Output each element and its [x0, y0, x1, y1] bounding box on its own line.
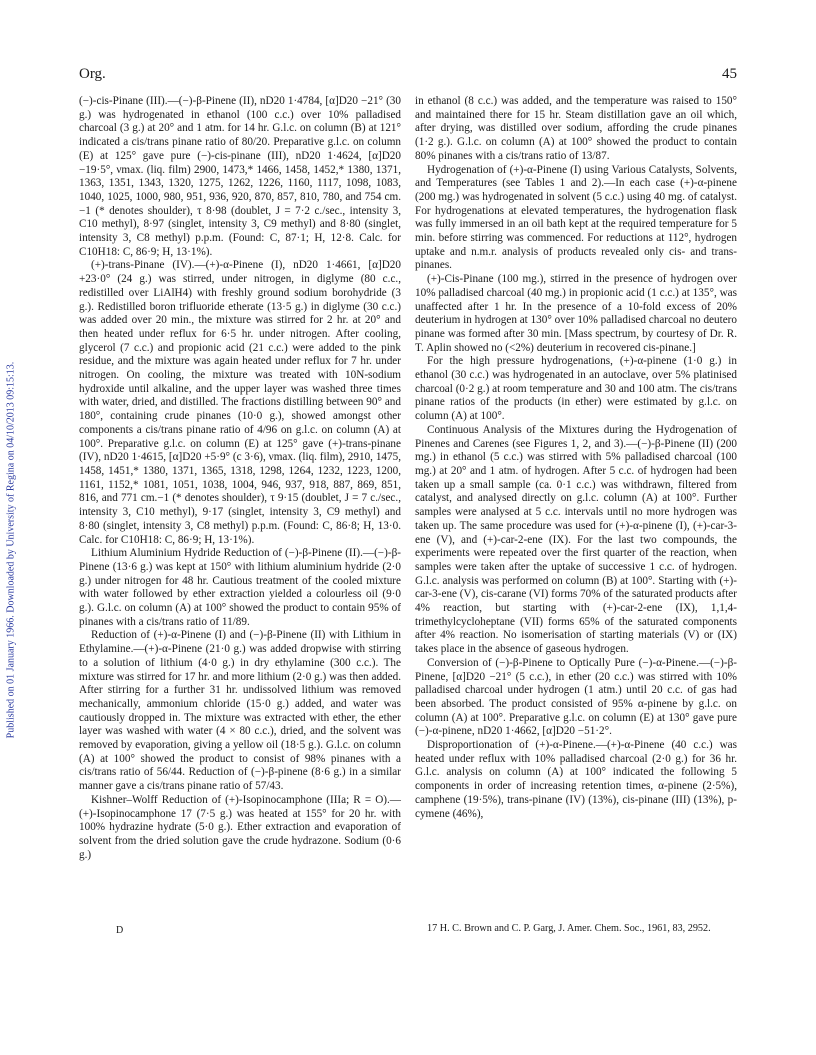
- paragraph-high-pressure: For the high pressure hydrogenations, (+)-α-pinene (1·0 g.) in ethanol (30 c.c.) was hydrogenated in an autoclave, over 5% platinised charcoal (0·2 g.) at room temperature and 30 and 100 atm. The cis/trans pinane ratios of the products (in ether) were estimated by g.l.c. on column (A) at 100°.: [415, 355, 737, 423]
- paragraph-lah-reduction: Lithium Aluminium Hydride Reduction of (−)-β-Pinene (II).—(−)-β-Pinene (13·6 g.) was kept at 150° with lithium aluminium hydride (2·0 g.) under nitrogen for 48 hr. Cautious treatment of the cooled mixture with water followed by ether extraction yielded a colourless oil (9·0 g.). G.l.c. on column (A) at 100° showed the product to contain 95% of pinanes with a cis/trans ratio of 11/89.: [79, 547, 401, 628]
- right-column: [415, 95, 737, 821]
- signature-mark: D: [116, 925, 124, 936]
- page-number: 45: [722, 66, 737, 82]
- download-stamp-text: Published on 01 January 1966. Downloaded by University of Regina on 04/10/2013 09:15:13.: [5, 361, 17, 739]
- paragraph-trans-pinane: (+)-trans-Pinane (IV).—(+)-α-Pinene (I), nD20 1·4661, [α]D20 +23·0° (24 g.) was stirred, under nitrogen, in diglyme (80 c.c., redistilled over LiAlH4) with freshly ground sodium borohydride (3 g.). Redistilled boron trifluoride etherate (13·5 g.) in diglyme (30 c.c.) was added over 20 min., the mixture was stirred for 2 hr. at 20° and then heated under reflux for 6·5 hr. under nitrogen. After cooling, glycerol (7 c.c.) and propionic acid (21 c.c.) were added to the pink residue, and the mixture was again heated under reflux for 7 hr. under nitrogen. On cooling, the mixture was treated with 10N-sodium hydroxide until alkaline, and the upper layer was washed three times with water, dried, and distilled. The fractions distilling between 90° and 180°, containing crude pinanes (10·0 g.), showed amongst other components a cis/trans pinane ratio of 4/96 on g.l.c. on column (A) at 100°. Preparative g.l.c. on column (E) at 125° gave (+)-trans-pinane (IV), nD20 1·4615, [α]D20 +5·9° (c 3·6), νmax. (liq. film), 2910, 1475, 1458, 1451,* 1380, 1371, 1365, 1318, 1298, 1264, 1232, 1223, 1200, 1161, 1152,* 1081, 1051, 1038, 1004, 946, 937, 918, 887, 869, 851, 816, and 771 cm.−1 (* denotes shoulder), τ 9·15 (doublet, J = 7 c./sec., intensity 3, C10 methyl), 9·17 (singlet, intensity 3, C9 methyl) and 8·80 (singlet, intensity 3, C8 methyl) p.p.m. (Found: C, 86·8; H, 13·0. Calc. for C10H18: C, 86·9; H, 13·1%).: [79, 259, 401, 546]
- page-header: [79, 66, 737, 86]
- download-stamp: [4, 140, 18, 960]
- paragraph-cis-pinane-stability: (+)-Cis-Pinane (100 mg.), stirred in the presence of hydrogen over 10% palladised charcoal (40 mg.) in propionic acid (1 c.c.) at 135°, was unaffected after 1 hr. In the presence of a 10-fold excess of 20% deuterium in hydrogen at 130° over 10% palladised charcoal no deutero pinane was formed after 30 min. [Mass spectrum, by courtesy of Dr. R. T. Aplin showed no (<2%) deuterium in recovered cis-pinane.]: [415, 273, 737, 354]
- paragraph-cis-pinane: (−)-cis-Pinane (III).—(−)-β-Pinene (II), nD20 1·4784, [α]D20 −21° (30 g.) was hydrogenated in ethanol (100 c.c.) over 10% palladised charcoal (3 g.) at 20° and 1 atm. for 14 hr. G.l.c. on column (B) at 121° indicated a cis/trans pinane ratio of 80/20. Preparative g.l.c. on column (E) at 125° gave pure (−)-cis-pinane (III), nD20 1·4624, [α]D20 −19·5°, νmax. (liq. film) 2900, 1473,* 1466, 1458, 1452,* 1380, 1371, 1363, 1351, 1343, 1320, 1275, 1262, 1226, 1160, 1117, 1098, 1083, 1040, 1025, 1000, 980, 951, 936, 920, 870, 857, 810, 780, and 754 cm.−1 (* denotes shoulder), τ 8·98 (doublet, J = 7·2 c./sec., intensity 3, C10 methyl), 8·97 (singlet, intensity 3, C9 methyl) and 8·80 (singlet, intensity 3, C8 methyl) p.p.m. (Found: C, 87·1; H, 12·8. Calc. for C10H18: C, 86·9; H, 13·1%).: [79, 95, 401, 258]
- running-head: Org.: [79, 66, 106, 82]
- paragraph-kishner-wolff: Kishner–Wolff Reduction of (+)-Isopinocamphone (IIIa; R = O).—(+)-Isopinocamphone 17 (7·5 g.) was heated at 155° for 20 hr. with 100% hydrazine hydrate (5·0 g.). Ether extraction and evaporation of solvent from the dried solution gave the crude hydrazone. Sodium (0·6 g.): [79, 793, 401, 861]
- paragraph-disproportionation: Disproportionation of (+)-α-Pinene.—(+)-α-Pinene (40 c.c.) was heated under reflux with 10% palladised charcoal (2·0 g.) for 36 hr. G.l.c. analysis on column (A) at 100° indicated the following 5 components in order of increasing retention times, α-pinene (2·5%), camphene (19·5%), trans-pinane (IV) (13%), cis-pinane (III) (13%), p-cymene (46%),: [415, 739, 737, 820]
- paragraph-conversion: Conversion of (−)-β-Pinene to Optically Pure (−)-α-Pinene.—(−)-β-Pinene, [α]D20 −21° (5 c.c.), in ether (20 c.c.) was stirred with 10% palladised charcoal under hydrogen (1 atm.) until 20 c.c. of gas had been absorbed. The product consisted of 95% α-pinene by g.l.c. on column (A) at 100°. Preparative g.l.c. on column (E) at 130° gave pure (−)-α-pinene, nD20 1·4662, [α]D20 −51·2°.: [415, 656, 737, 738]
- paragraph-kishner-continued: in ethanol (8 c.c.) was added, and the temperature was raised to 150° and maintained there for 15 hr. Steam distillation gave an oil which, after drying, was distilled over sodium, affording the crude pinanes (1·2 g.). G.l.c. on column (A) at 100° showed the product to contain 80% pinanes with a cis/trans ratio of 13/87.: [415, 95, 737, 162]
- footnote: 17 H. C. Brown and C. P. Garg, J. Amer. Chem. Soc., 1961, 83, 2952.: [427, 923, 711, 934]
- paragraph-hydrogenation-catalysts: Hydrogenation of (+)-α-Pinene (I) using Various Catalysts, Solvents, and Temperatures (see Tables 1 and 2).—In each case (+)-α-pinene (200 mg.) was hydrogenated in solvent (5 c.c.) using 40 mg. of catalyst. For hydrogenations at elevated temperatures, the hydrogenation flask was fully immersed in an oil bath kept at the required temperature for 5 min. before stirring was commenced. For reductions at 112°, hydrogen uptake and n.m.r. analysis of products revealed only cis- and trans-pinanes.: [415, 163, 737, 272]
- paragraph-lithium-ethylamine: Reduction of (+)-α-Pinene (I) and (−)-β-Pinene (II) with Lithium in Ethylamine.—(+)-α-Pinene (21·0 g.) was added dropwise with stirring to a solution of lithium (4·0 g.) in dry ethylamine (300 c.c.). The mixture was stirred for 17 hr. and more lithium (2·0 g.) was then added. After stirring for a further 31 hr. undissolved lithium was removed mechanically, ammonium chloride (15·0 g.) added, and water was cautiously dropped in. The mixture was extracted with ether, the ether layer was washed with water (4 × 80 c.c.), dried, and the solvent was removed by evaporation, giving a yellow oil (18·5 g.). G.l.c. on column (A) at 100° showed the product to consist of 98% pinanes with a cis/trans ratio of 56/44. Reduction of (−)-β-pinene (8·6 g.) in a similar manner gave a cis/trans pinane ratio of 57/43.: [79, 629, 401, 793]
- left-column: [79, 95, 401, 862]
- paragraph-continuous-analysis: Continuous Analysis of the Mixtures during the Hydrogenation of Pinenes and Carenes (see Figures 1, 2, and 3).—(−)-β-Pinene (II) (200 mg.) in ethanol (5 c.c.) was stirred with 5% palladised charcoal (100 mg.) at 20° and 1 atm. of hydrogen. After 5 c.c. of hydrogen had been taken up a small sample (ca. 0·1 c.c.) was withdrawn, filtered from catalyst, and analysed directly on g.l.c. column (A) at 100°. Further samples were analysed at 5 c.c. intervals until no more hydrogen was taken up. The same procedure was used for (+)-α-pinene (I), (+)-car-3-ene (V), and (+)-car-2-ene (IX). For the last two compounds, the experiments were repeated over the first quarter of the reaction, when samples were taken after the uptake of successive 1 c.c. of hydrogen. G.l.c. analysis was performed on column (B) at 100°. Starting with (+)-car-3-ene (V), cis-carane (VI) forms 70% of the saturated products after 4% reaction, but starting with (+)-car-2-ene (IX), 1,1,4-trimethylcycloheptane (VII) forms 65% of the saturated components after 4% reaction. No isomerisation of starting materials (V) or (IX) takes place in the absence of gaseous hydrogen.: [415, 423, 737, 656]
